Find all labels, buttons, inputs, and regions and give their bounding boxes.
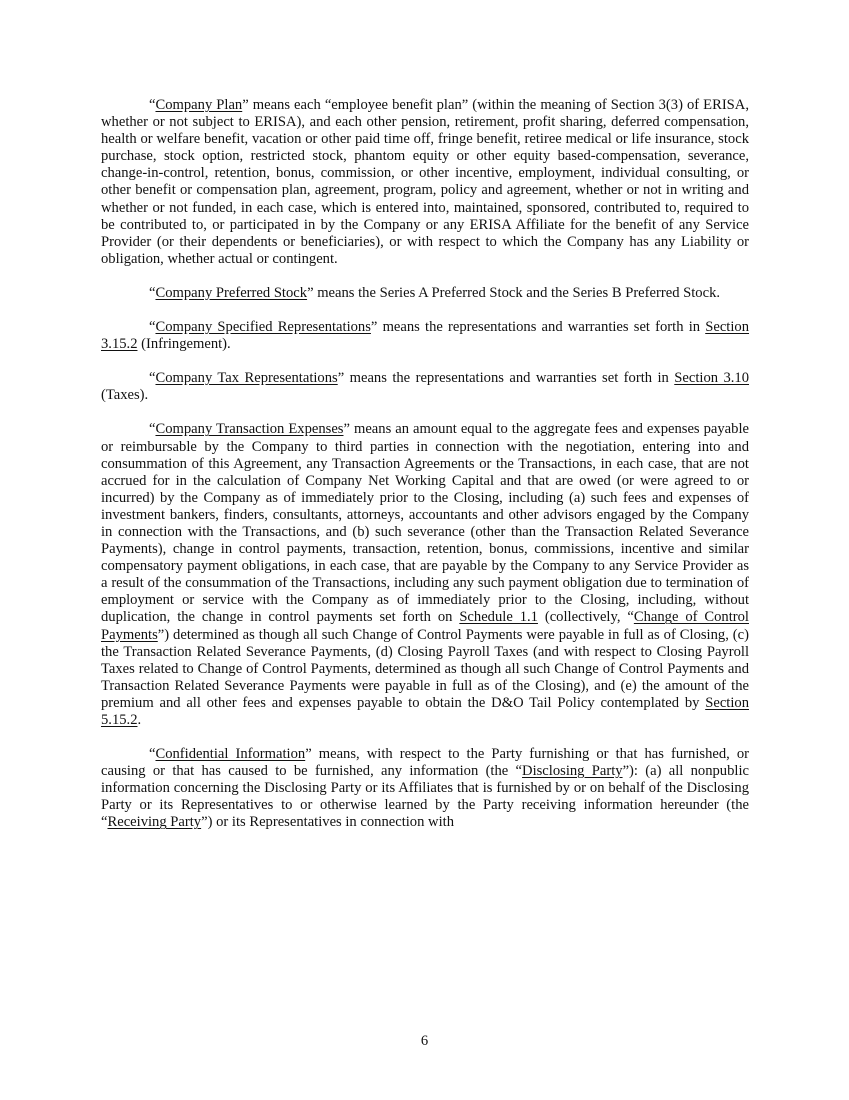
page-number: 6: [420, 1033, 429, 1049]
definition-company-tax-representations: “Company Tax Representations” means the representations and warranties set forth in Section 3.10 (Taxes).: [101, 370, 750, 404]
defined-term: Receiving Party: [107, 814, 202, 831]
section-reference: Section 5.15.2: [101, 694, 749, 728]
definition-confidential-information: “Confidential Information” means, with respect to the Party furnishing or that has furnished, or causing or that has caused to be furnished, any information (the “Disclosing Party”): (a) all nonpublic information concerning the Disclosing Party or its Affiliates that is furnished by or on behalf of the Disclosing Party or its Representatives to or otherwise learned by the Party receiving information hereunder (the “Receiving Party”) or its Representatives in connection with: [101, 746, 750, 831]
defined-term: Change of Control Payments: [101, 609, 749, 643]
defined-term: Company Plan: [155, 97, 243, 113]
defined-term: Company Specified Representations: [155, 319, 371, 336]
document-body: [101, 97, 749, 849]
defined-term: Company Transaction Expenses: [155, 421, 344, 438]
definition-company-specified-representations: “Company Specified Representations” means the representations and warranties set forth in Section 3.15.2 (Infringement).: [101, 319, 750, 353]
definition-company-plan: “Company Plan” means each “employee benefit plan” (within the meaning of Section 3(3) of ERISA, whether or not subject to ERISA), and each other pension, retirement, profit sharing, deferred compensation, health or welfare benefit, vacation or other paid time off, fringe benefit, retiree medical or life insurance, stock purchase, stock option, restricted stock, phantom equity or other equity based-compensation, severance, change-in-control, retention, bonus, commission, or other incentive, employment, individual consulting, or other benefit or compensation plan, agreement, program, policy and agreement, whether or not in writing and whether or not funded, in each case, which is entered into, maintained, sponsored, contributed to, required to be contributed to, or participated in by the Company or any ERISA Affiliate for the benefit of any Service Provider (or their dependents or beneficiaries), or with respect to which the Company has any Liability or obligation, whether actual or contingent.: [101, 97, 749, 267]
section-reference: Section 3.15.2: [101, 319, 750, 353]
section-reference: Section 3.10: [674, 370, 750, 387]
defined-term: Company Tax Representations: [155, 370, 338, 387]
schedule-reference: Schedule 1.1: [459, 609, 538, 626]
definition-company-transaction-expenses: “Company Transaction Expenses” means an amount equal to the aggregate fees and expenses payable or reimbursable by the Company to third parties in connection with the negotiation, entering into and consummation of this Agreement, any Transaction Agreements or the Transactions, in each case, that are not accrued for in the calculation of Company Net Working Capital and that are owed (or were agreed to or incurred) by the Company as of immediately prior to the Closing, including (a) such fees and expenses of investment bankers, finders, consultants, attorneys, accountants and other advisors engaged by the Company in connection with the Transactions, and (b) such severance (other than the Transaction Related Severance Payments), change in control payments, transaction, retention, bonus, commissions, incentive and similar compensatory payment obligations, in each case, that are payable by the Company to any Service Provider as a result of the consummation of the Transactions, including any such payment obligation due to termination of employment or service with the Company as of immediately prior to the Closing, including, without duplication, the change in control payments set forth on Schedule 1.1 (collectively, “Change of Control Payments”) determined as though all such Change of Control Payments were payable in full as of Closing, (c) the Transaction Related Severance Payments, (d) Closing Payroll Taxes (and with respect to Closing Payroll Taxes related to Change of Control Payments, determined as though all such Change of Control Payments and Transaction Related Severance Payments were payable in full as of the Closing), and (e) the amount of the premium and all other fees and expenses payable to obtain the D&O Tail Policy contemplated by Section 5.15.2.: [101, 421, 749, 728]
defined-term: Disclosing Party: [522, 763, 623, 780]
defined-term: Company Preferred Stock: [155, 284, 308, 301]
defined-term: Confidential Information: [155, 746, 306, 763]
definition-company-preferred-stock: “Company Preferred Stock” means the Series A Preferred Stock and the Series B Preferred Stock.: [149, 284, 721, 301]
